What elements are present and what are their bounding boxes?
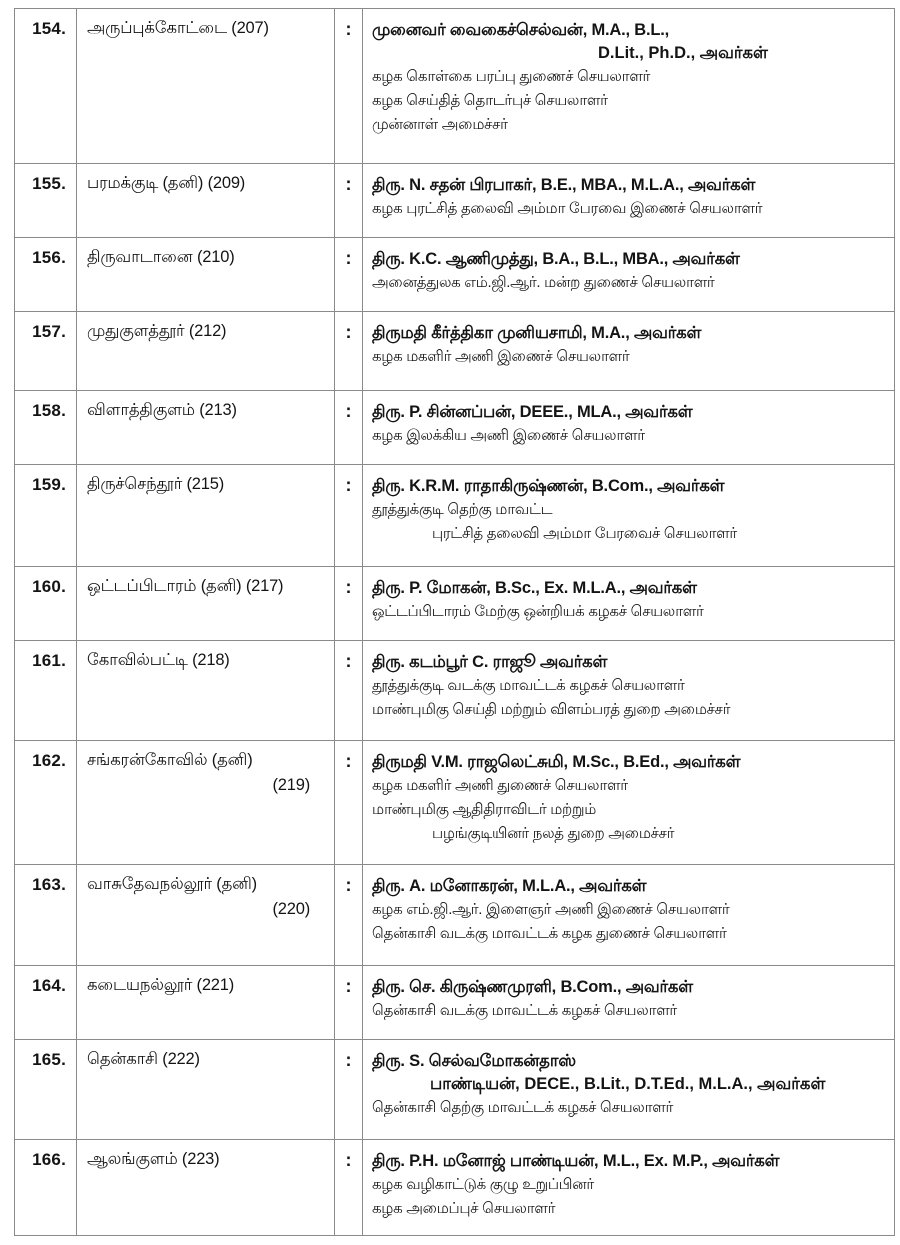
constituency-name: முதுகுளத்தூர் (212) xyxy=(87,322,227,340)
serial-number: 166. xyxy=(15,1140,77,1236)
candidate-role: தூத்துக்குடி வடக்கு மாவட்டக் கழகச் செயலாளர் xyxy=(372,677,685,694)
candidate-role: கழக மகளிர் அணி இணைச் செயலாளர் xyxy=(372,348,630,365)
table-row xyxy=(15,966,895,1040)
serial-number: 160. xyxy=(15,567,77,641)
candidate-name: திரு. P. மோகன், B.Sc., Ex. M.L.A., அவர்கள் xyxy=(372,579,697,597)
table-row xyxy=(15,9,895,164)
candidate-role: கழக இலக்கிய அணி இணைச் செயலாளர் xyxy=(372,427,645,444)
candidate-details xyxy=(363,865,895,966)
table-row xyxy=(15,741,895,865)
candidate-role: தென்காசி தெற்கு மாவட்டக் கழகச் செயலாளர் xyxy=(372,1099,674,1116)
constituency xyxy=(77,1140,335,1236)
table-row xyxy=(15,1040,895,1140)
separator: : xyxy=(335,465,363,567)
constituency xyxy=(77,391,335,465)
constituency xyxy=(77,238,335,312)
candidate-name: திரு. K.C. ஆணிமுத்து, B.A., B.L., MBA., அவர்கள் xyxy=(372,250,740,268)
separator: : xyxy=(335,391,363,465)
candidate-details xyxy=(363,641,895,741)
table-row xyxy=(15,1140,895,1236)
constituency xyxy=(77,312,335,391)
serial-number: 154. xyxy=(15,9,77,164)
constituency xyxy=(77,9,335,164)
candidate-role: முன்னாள் அமைச்சர் xyxy=(372,116,508,133)
candidate-role: தூத்துக்குடி தெற்கு மாவட்ட xyxy=(372,501,553,518)
candidate-details xyxy=(363,465,895,567)
constituency xyxy=(77,164,335,238)
candidate-name: திரு. N. சதன் பிரபாகர், B.E., MBA., M.L.A., அவர்கள் xyxy=(372,176,756,194)
separator: : xyxy=(335,865,363,966)
candidate-name: திரு. கடம்பூர் C. ராஜூ அவர்கள் xyxy=(372,653,608,671)
constituency-name: தென்காசி (222) xyxy=(87,1050,200,1068)
serial-number: 162. xyxy=(15,741,77,865)
separator: : xyxy=(335,238,363,312)
candidate-role: மாண்புமிகு செய்தி மற்றும் விளம்பரத் துறை அமைச்சர் xyxy=(372,701,731,718)
candidate-role: கழக புரட்சித் தலைவி அம்மா பேரவை இணைச் செயலாளர் xyxy=(372,200,763,217)
separator: : xyxy=(335,9,363,164)
candidate-details xyxy=(363,391,895,465)
separator: : xyxy=(335,966,363,1040)
candidate-details xyxy=(363,312,895,391)
constituency-name: விளாத்திகுளம் (213) xyxy=(87,401,237,419)
candidate-role: தென்காசி வடக்கு மாவட்டக் கழகச் செயலாளர் xyxy=(372,1002,677,1019)
candidate-role: ஒட்டப்பிடாரம் மேற்கு ஒன்றியக் கழகச் செயலாளர் xyxy=(372,603,704,620)
constituency xyxy=(77,1040,335,1140)
table-row xyxy=(15,567,895,641)
candidate-name: திரு. K.R.M. ராதாகிருஷ்ணன், B.Com., அவர்கள் xyxy=(372,477,725,495)
candidate-name: முனைவர் வைகைச்செல்வன், M.A., B.L., xyxy=(372,21,670,39)
candidate-details xyxy=(363,164,895,238)
candidate-details xyxy=(363,567,895,641)
constituency-name: அருப்புக்கோட்டை (207) xyxy=(87,19,269,37)
constituency-name: பரமக்குடி (தனி) (209) xyxy=(87,174,246,192)
candidate-name: திரு. A. மனோகரன், M.L.A., அவர்கள் xyxy=(372,877,647,895)
constituency-number: (220) xyxy=(272,900,310,918)
candidate-role: கழக மகளிர் அணி துணைச் செயலாளர் xyxy=(372,777,628,794)
candidate-details xyxy=(363,741,895,865)
constituency xyxy=(77,567,335,641)
constituency xyxy=(77,741,335,865)
candidate-name: திரு. P.H. மனோஜ் பாண்டியன், M.L., Ex. M.P., அவர்கள் xyxy=(372,1152,780,1170)
constituency-name: கடையநல்லூர் (221) xyxy=(87,976,235,994)
table-row xyxy=(15,164,895,238)
candidate-name-cont: பாண்டியன், DECE., B.Lit., D.T.Ed., M.L.A., அவர்கள் xyxy=(430,1075,826,1093)
table-row xyxy=(15,391,895,465)
candidate-role: மாண்புமிகு ஆதிதிராவிடர் மற்றும் xyxy=(372,801,596,818)
serial-number: 155. xyxy=(15,164,77,238)
candidate-name: திரு. S. செல்வமோகன்தாஸ் xyxy=(372,1052,576,1070)
candidate-name: திரு. P. சின்னப்பன், DEEE., MLA., அவர்கள் xyxy=(372,403,693,421)
candidate-table xyxy=(14,8,895,1236)
candidate-role: அனைத்துலக எம்.ஜி.ஆர். மன்ற துணைச் செயலாளர் xyxy=(372,274,715,291)
candidate-details xyxy=(363,966,895,1040)
candidate-role: கழக கொள்கை பரப்பு துணைச் செயலாளர் xyxy=(372,68,651,85)
candidate-role: தென்காசி வடக்கு மாவட்டக் கழக துணைச் செயலாளர் xyxy=(372,925,727,942)
table-row xyxy=(15,865,895,966)
separator: : xyxy=(335,641,363,741)
serial-number: 163. xyxy=(15,865,77,966)
candidate-role: கழக எம்.ஜி.ஆர். இளைஞர் அணி இணைச் செயலாளர் xyxy=(372,901,730,918)
constituency-name: சங்கரன்கோவில் (தனி) xyxy=(87,751,253,769)
serial-number: 156. xyxy=(15,238,77,312)
candidate-role: கழக அமைப்புச் செயலாளர் xyxy=(372,1200,556,1217)
serial-number: 164. xyxy=(15,966,77,1040)
constituency-name: ஒட்டப்பிடாரம் (தனி) (217) xyxy=(87,577,284,595)
serial-number: 159. xyxy=(15,465,77,567)
serial-number: 157. xyxy=(15,312,77,391)
table-row xyxy=(15,465,895,567)
candidate-details xyxy=(363,1140,895,1236)
constituency-name: கோவில்பட்டி (218) xyxy=(87,651,230,669)
separator: : xyxy=(335,1040,363,1140)
separator: : xyxy=(335,312,363,391)
separator: : xyxy=(335,567,363,641)
constituency xyxy=(77,966,335,1040)
candidate-role: கழக செய்தித் தொடர்புச் செயலாளர் xyxy=(372,92,608,109)
candidate-details xyxy=(363,1040,895,1140)
constituency-name: திருச்செந்தூர் (215) xyxy=(87,475,225,493)
candidate-name: திருமதி V.M. ராஜலெட்சுமி, M.Sc., B.Ed., அவர்கள் xyxy=(372,753,741,771)
serial-number: 161. xyxy=(15,641,77,741)
candidate-role: கழக வழிகாட்டுக் குழு உறுப்பினர் xyxy=(372,1176,594,1193)
candidate-details xyxy=(363,238,895,312)
candidate-role: புரட்சித் தலைவி அம்மா பேரவைச் செயலாளர் xyxy=(432,525,737,542)
constituency xyxy=(77,865,335,966)
table-row xyxy=(15,238,895,312)
separator: : xyxy=(335,1140,363,1236)
separator: : xyxy=(335,741,363,865)
serial-number: 165. xyxy=(15,1040,77,1140)
table-row xyxy=(15,312,895,391)
candidate-list-sheet xyxy=(14,8,894,1236)
candidate-role: பழங்குடியினர் நலத் துறை அமைச்சர் xyxy=(432,825,675,842)
constituency-name: வாசுதேவநல்லூர் (தனி) xyxy=(87,875,257,893)
candidate-name: திருமதி கீர்த்திகா முனியசாமி, M.A., அவர்கள் xyxy=(372,324,702,342)
constituency-number: (219) xyxy=(272,776,310,794)
serial-number: 158. xyxy=(15,391,77,465)
constituency-name: ஆலங்குளம் (223) xyxy=(87,1150,220,1168)
constituency xyxy=(77,641,335,741)
candidate-details xyxy=(363,9,895,164)
constituency xyxy=(77,465,335,567)
constituency-name: திருவாடானை (210) xyxy=(87,248,235,266)
candidate-name-cont: D.Lit., Ph.D., அவர்கள் xyxy=(598,44,768,62)
separator: : xyxy=(335,164,363,238)
table-row xyxy=(15,641,895,741)
candidate-name: திரு. செ. கிருஷ்ணமுரளி, B.Com., அவர்கள் xyxy=(372,978,693,996)
